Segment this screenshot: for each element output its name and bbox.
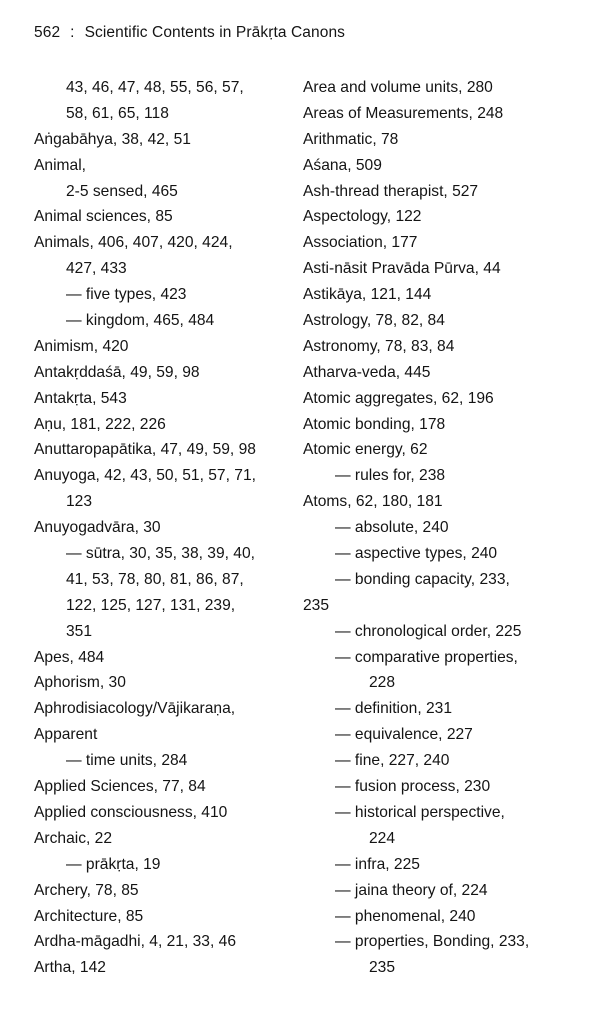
- index-subentry: — equivalence, 227: [335, 726, 473, 744]
- index-entry: Ardha-māgadhi, 4, 21, 33, 46: [34, 933, 236, 951]
- index-subentry: — rules for, 238: [335, 467, 446, 485]
- index-entry: Areas of Measurements, 248: [303, 104, 504, 122]
- index-entry: Animals, 406, 407, 420, 424,: [34, 234, 233, 252]
- index-entry: Astrology, 78, 82, 84: [303, 312, 445, 330]
- index-entry: Area and volume units, 280: [303, 79, 493, 96]
- header-separator: :: [70, 24, 75, 41]
- index-entry: Animal sciences, 85: [34, 208, 173, 226]
- index-entry: Atomic energy, 62: [303, 441, 428, 459]
- index-subentry: — chronological order, 225: [335, 622, 522, 640]
- index-entry: Anuttaropapātika, 47, 49, 59, 98: [34, 441, 256, 459]
- running-title: Scientific Contents in Prākṛta Canons: [84, 24, 346, 41]
- index-subentry: — fine, 227, 240: [335, 752, 450, 770]
- index-entry: Atomic bonding, 178: [303, 415, 446, 433]
- index-entry: Applied consciousness, 410: [34, 803, 228, 821]
- page-number: 562: [34, 24, 61, 41]
- index-entry: Animism, 420: [34, 337, 129, 355]
- index-subentry: — infra, 225: [335, 855, 420, 873]
- index-subentry: — sūtra, 30, 35, 38, 39, 40,: [66, 545, 255, 563]
- index-subentry: 58, 61, 65, 118: [66, 104, 169, 122]
- index-entry: Aṅgabāhya, 38, 42, 51: [34, 130, 191, 148]
- index-column-left: [34, 75, 296, 981]
- index-entry: Archery, 78, 85: [34, 881, 139, 899]
- index-entry: Archaic, 22: [34, 829, 113, 847]
- index-entry: Association, 177: [303, 234, 418, 252]
- index-subentry: 224: [369, 829, 396, 847]
- index-subentry: 2-5 sensed, 465: [66, 182, 178, 200]
- index-entry: Architecture, 85: [34, 907, 144, 925]
- index-subentry: — fusion process, 230: [335, 778, 491, 796]
- index-entry: Aśana, 509: [303, 156, 382, 174]
- index-subentry: 235: [369, 959, 396, 977]
- index-subentry: — aspective types, 240: [335, 545, 498, 563]
- index-subentry: 123: [66, 493, 93, 511]
- index-entry: Aphrodisiacology/Vājikaraṇa,: [34, 700, 236, 718]
- index-entry: Atoms, 62, 180, 181: [303, 493, 443, 511]
- index-entry: Antakṛta, 543: [34, 389, 127, 407]
- index-entry: Aphorism, 30: [34, 674, 126, 692]
- index-entry: Apparent: [34, 726, 98, 744]
- index-subentry: 43, 46, 47, 48, 55, 56, 57,: [66, 79, 244, 96]
- index-subentry: — comparative properties,: [335, 648, 518, 666]
- index-entry: Atharva-veda, 445: [303, 363, 431, 381]
- page-header: [34, 24, 345, 42]
- index-entry: Atomic aggregates, 62, 196: [303, 389, 494, 407]
- index-subentry: — historical perspective,: [335, 803, 505, 821]
- index-entry: Antakṛddaśā, 49, 59, 98: [34, 363, 200, 381]
- index-entry: Anuyoga, 42, 43, 50, 51, 57, 71,: [34, 467, 256, 485]
- index-subentry: 41, 53, 78, 80, 81, 86, 87,: [66, 570, 244, 588]
- index-entry: Aspectology, 122: [303, 208, 422, 226]
- index-entry: Ash-thread therapist, 527: [303, 182, 479, 200]
- index-entry: Anuyogadvāra, 30: [34, 519, 161, 537]
- index-column-right: [303, 75, 573, 981]
- index-subentry: — properties, Bonding, 233,: [335, 933, 530, 951]
- index-subentry: 351: [66, 622, 93, 640]
- index-entry: Asti-nāsit Pravāda Pūrva, 44: [303, 260, 501, 278]
- index-subentry: — definition, 231: [335, 700, 453, 718]
- index-entry: Applied Sciences, 77, 84: [34, 778, 206, 796]
- index-entry: Astikāya, 121, 144: [303, 286, 432, 304]
- index-subentry: — kingdom, 465, 484: [66, 312, 215, 330]
- index-subentry: — bonding capacity, 233,: [335, 570, 510, 588]
- index-entry: Animal,: [34, 156, 86, 174]
- index-subentry: — time units, 284: [66, 752, 188, 770]
- index-entry: Astronomy, 78, 83, 84: [303, 337, 455, 355]
- index-subentry: 427, 433: [66, 260, 127, 278]
- index-entry: Artha, 142: [34, 959, 106, 977]
- index-subentry: — phenomenal, 240: [335, 907, 476, 925]
- index-entry: 235: [303, 596, 330, 614]
- index-subentry: 228: [369, 674, 396, 692]
- index-subentry: — absolute, 240: [335, 519, 449, 537]
- index-entry: Arithmatic, 78: [303, 130, 399, 148]
- index-entry: Apes, 484: [34, 648, 105, 666]
- index-entry: Aṇu, 181, 222, 226: [34, 415, 166, 433]
- index-subentry: — jaina theory of, 224: [335, 881, 488, 899]
- index-subentry: — prākṛta, 19: [66, 855, 161, 873]
- index-subentry: — five types, 423: [66, 286, 187, 304]
- index-subentry: 122, 125, 127, 131, 239,: [66, 596, 236, 614]
